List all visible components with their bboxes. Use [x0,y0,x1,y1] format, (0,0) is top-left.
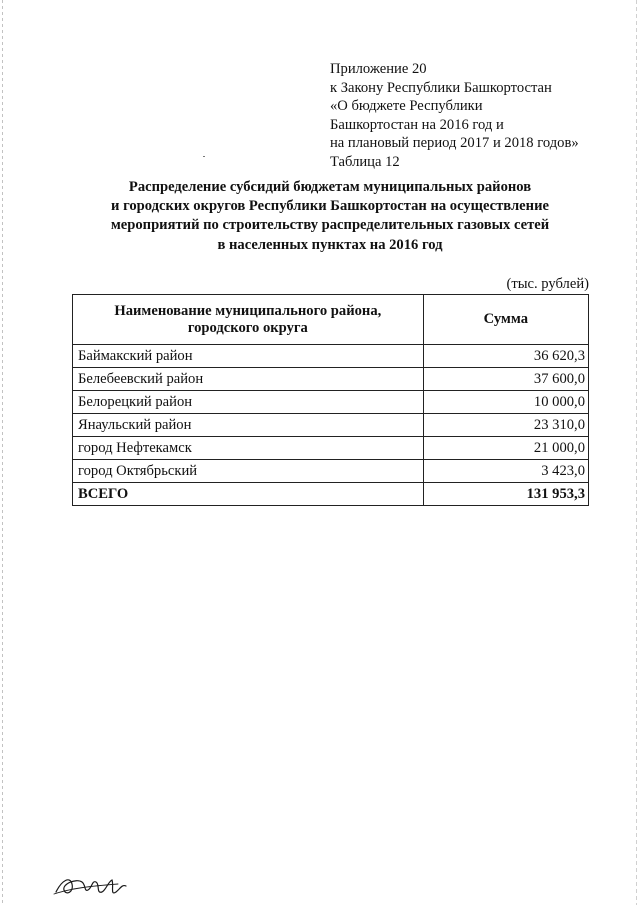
table-row [73,437,589,460]
appendix-line: на плановый период 2017 и 2018 годов» [330,135,579,152]
row-name: Белебеевский район [73,368,424,391]
table-row [73,368,589,391]
table-row [73,391,589,414]
scan-speck [203,156,205,157]
row-sum: 36 620,3 [423,345,588,368]
row-name: город Нефтекамск [73,437,424,460]
row-sum: 37 600,0 [423,368,588,391]
row-name: Белорецкий район [73,391,424,414]
table-row [73,460,589,483]
header-name-cell [73,295,424,345]
appendix-line: Башкортостан на 2016 год и [330,116,504,133]
table-header-row [73,295,589,345]
row-sum: 10 000,0 [423,391,588,414]
title-line: мероприятий по строительству распределительных газовых сетей [110,217,550,234]
appendix-line: к Закону Республики Башкортостан [330,79,552,96]
handwritten-signature [52,866,134,900]
row-sum: 23 310,0 [423,414,588,437]
table-row [73,414,589,437]
title-line: и городских округов Республики Башкортостан на осуществление [111,198,549,215]
scan-edge-left [2,0,3,905]
unit-label: (тыс. рублей) [506,276,589,292]
row-name: Янаульский район [73,414,424,437]
total-label: ВСЕГО [73,483,424,506]
appendix-line: «О бюджете Республики [330,98,483,115]
total-sum: 131 953,3 [423,483,588,506]
header-name-line: городского округа [187,319,308,336]
scan-edge-right [636,0,637,905]
table-number: Таблица 12 [330,153,400,170]
subsidies-table [72,294,589,506]
total-row [73,483,589,506]
row-sum: 3 423,0 [423,460,588,483]
row-name: город Октябрьский [73,460,424,483]
document-title [72,178,588,255]
header-name-line: Наименование муниципального района, [114,302,382,319]
table-row [73,345,589,368]
row-name: Баймакский район [73,345,424,368]
appendix-line: Приложение 20 [330,61,427,77]
title-line: Распределение субсидий бюджетам муниципальных районов [128,179,532,195]
appendix-header [330,60,579,172]
header-sum-cell: Сумма [423,295,588,345]
row-sum: 21 000,0 [423,437,588,460]
title-line: в населенных пунктах на 2016 год [217,236,443,253]
